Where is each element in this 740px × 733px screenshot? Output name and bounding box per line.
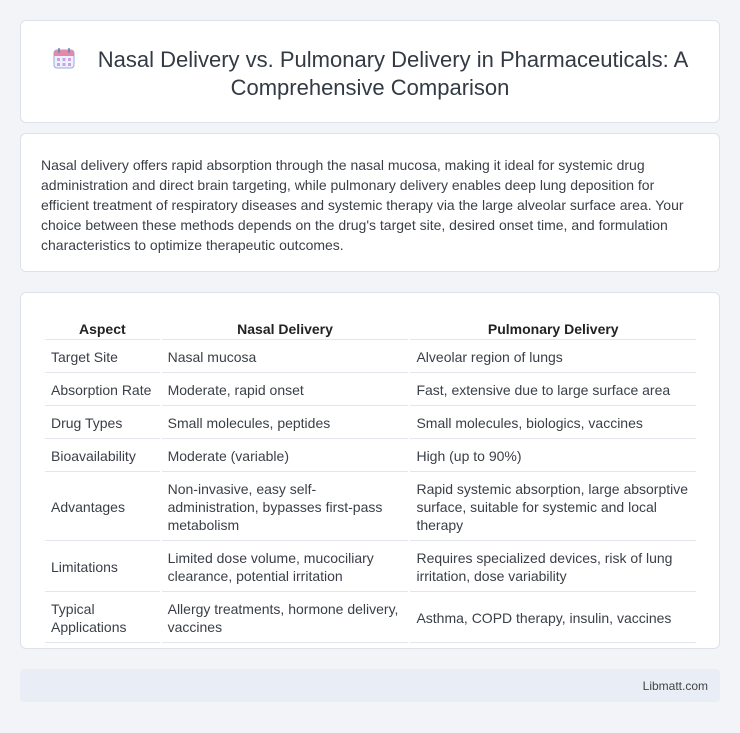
footer-bar (20, 669, 720, 702)
table-row (45, 441, 696, 472)
cell-pulmonary: Rapid systemic absorption, large absorptive surface, suitable for systemic and local therapy (410, 474, 696, 541)
cell-nasal: Non-invasive, easy self-administration, bypasses first-pass metabolism (162, 474, 409, 541)
cell-aspect: Typical Applications (45, 594, 160, 643)
intro-paragraph: Nasal delivery offers rapid absorption through the nasal mucosa, making it ideal for systemic drug administration and direct brain targeting, while pulmonary delivery enables deep lung deposition for efficient treatment of respiratory diseases and systemic therapy via the large alveolar surface area. Your choice between these methods depends on the drug's target site, desired onset time, and formulation characteristics to optimize therapeutic outcomes. (41, 157, 684, 253)
table-row (45, 474, 696, 541)
title-card (20, 20, 720, 123)
page-title (21, 46, 719, 102)
cell-nasal: Limited dose volume, mucociliary clearance, potential irritation (162, 543, 409, 592)
cell-pulmonary: Requires specialized devices, risk of lung irritation, dose variability (410, 543, 696, 592)
cell-aspect: Bioavailability (45, 441, 160, 472)
cell-pulmonary: Asthma, COPD therapy, insulin, vaccines (410, 594, 696, 643)
cell-pulmonary: Alveolar region of lungs (410, 342, 696, 373)
cell-nasal: Moderate (variable) (162, 441, 409, 472)
cell-pulmonary: Small molecules, biologics, vaccines (410, 408, 696, 439)
cell-aspect: Drug Types (45, 408, 160, 439)
comparison-table (43, 316, 698, 645)
intro-card (20, 133, 720, 272)
cell-nasal: Allergy treatments, hormone delivery, vaccines (162, 594, 409, 643)
cell-nasal: Small molecules, peptides (162, 408, 409, 439)
cell-nasal: Moderate, rapid onset (162, 375, 409, 406)
header-aspect: Aspect (45, 318, 160, 340)
cell-pulmonary: Fast, extensive due to large surface area (410, 375, 696, 406)
comparison-card (20, 292, 720, 649)
cell-pulmonary: High (up to 90%) (410, 441, 696, 472)
footer-site-link[interactable]: Libmatt.com (642, 679, 708, 693)
cell-aspect: Absorption Rate (45, 375, 160, 406)
cell-aspect: Limitations (45, 543, 160, 592)
table-row (45, 342, 696, 373)
table-row (45, 375, 696, 406)
cell-aspect: Target Site (45, 342, 160, 373)
cell-aspect: Advantages (45, 474, 160, 541)
page-title-text: Nasal Delivery vs. Pulmonary Delivery in Pharmaceuticals: A Comprehensive Comparison (97, 47, 689, 100)
cell-nasal: Nasal mucosa (162, 342, 409, 373)
table-header-row (45, 318, 696, 340)
header-nasal: Nasal Delivery (162, 318, 409, 340)
table-row (45, 408, 696, 439)
table-row (45, 594, 696, 643)
table-row (45, 543, 696, 592)
calendar-icon (52, 46, 76, 70)
header-pulmonary: Pulmonary Delivery (410, 318, 696, 340)
